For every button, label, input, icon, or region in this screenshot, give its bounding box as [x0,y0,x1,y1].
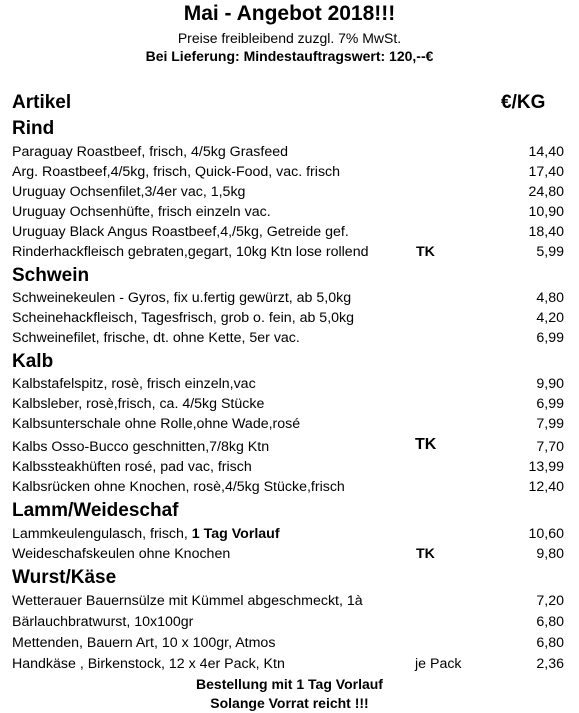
list-item [12,242,564,262]
item-name: Kalbsleber, rosè,frisch, ca. 4/5kg Stücke [12,396,265,412]
list-item [12,524,564,544]
item-name: Schweinekeulen - Gyros, fix u.fertig gewürzt, ab 5,0kg [12,290,352,306]
item-name: Handkäse , Birkenstock, 12 x 4er Pack, Ktn [12,656,285,672]
list-item [12,222,564,242]
item-price: 14,40 [528,144,564,160]
item-price: 17,40 [528,164,564,180]
section-title-rind: Rind [12,118,55,139]
item-name: Uruguay Ochsenhüfte, frisch einzeln vac. [12,204,271,220]
list-item [12,612,564,632]
section-title-lamm: Lamm/Weideschaf [12,500,179,521]
item-name: Mettenden, Bauern Art, 10 x 100gr, Atmos [12,635,276,651]
item-price: 4,20 [536,310,564,326]
list-item [12,394,564,414]
tk-mark: TK [415,436,437,453]
list-item [12,633,564,653]
column-header-article: Artikel [12,92,72,113]
item-name: Kalbsrücken ohne Knochen, rosè,4/5kg Stücke,frisch [12,479,345,495]
list-item [12,142,564,162]
list-item [12,457,564,477]
tk-mark: TK [416,546,435,562]
item-name: Bärlauchbratwurst, 10x100gr [12,614,194,630]
item-name: Kalbstafelspitz, rosè, frisch einzeln,vac [12,376,256,392]
item-name-text: Lammkeulengulasch, frisch, [12,526,192,542]
tk-mark: TK [416,244,435,260]
column-header-price: €/KG [501,92,546,113]
item-name: Wetterauer Bauernsülze mit Kümmel abgeschmeckt, 1à [12,593,363,609]
delivery-note: Bei Lieferung: Mindestauftragswert: 120,--€ [145,48,434,64]
section-title-kalb: Kalb [12,351,54,372]
item-name-emphasis: 1 Tag Vorlauf [191,526,280,542]
list-item [12,654,564,674]
item-price: 12,40 [528,479,564,495]
item-name: Kalbs Osso-Bucco geschnitten,7/8kg Ktn [12,439,270,455]
item-name: Rinderhackfleisch gebraten,gegart, 10kg Ktn lose rollend [12,244,369,260]
item-name: Weideschafskeulen ohne Knochen [12,546,231,562]
list-item [12,591,564,611]
item-name: Paraguay Roastbeef, frisch, 4/5kg Grasfeed [12,144,289,160]
item-price: 9,90 [536,376,564,392]
item-price: 10,90 [528,204,564,220]
item-name: Kalbsunterschale ohne Rolle,ohne Wade,rosé [12,416,301,432]
item-price: 10,60 [528,526,564,542]
section-title-wurst: Wurst/Käse [12,567,117,588]
list-item [12,477,564,497]
list-item [12,374,564,394]
item-name: Kalbssteakhüften rosé, pad vac, frisch [12,459,252,475]
item-price: 5,99 [536,244,564,260]
item-price: 4,80 [536,290,564,306]
item-name: Scheinehackfleisch, Tagesfrisch, grob o. fein, ab 5,0kg [12,310,355,326]
item-price: 7,99 [536,416,564,432]
page-title: Mai - Angebot 2018!!! [183,2,396,25]
item-price: 18,40 [528,224,564,240]
item-price: 7,70 [536,439,564,455]
list-item [12,308,564,328]
item-price: 24,80 [528,184,564,200]
footer-stock-note: Solange Vorrat reicht !!! [210,695,369,711]
list-item [12,414,564,434]
list-item [12,437,564,457]
item-name: Uruguay Ochsenfilet,3/4er vac, 1,5kg [12,184,246,200]
price-note: Preise freibleibend zuzgl. 7% MwSt. [177,30,402,46]
item-price: 6,80 [536,614,564,630]
list-item [12,328,564,348]
list-item [12,162,564,182]
item-price: 6,80 [536,635,564,651]
item-price: 6,99 [536,396,564,412]
item-price: 9,80 [536,546,564,562]
item-name: Schweinefilet, frische, dt. ohne Kette, 5er vac. [12,330,300,346]
item-price: 2,36 [536,656,564,672]
item-name: Uruguay Black Angus Roastbeef,4,/5kg, Getreide gef. [12,224,349,240]
footer-order-note: Bestellung mit 1 Tag Vorlauf [196,676,383,692]
item-price: 13,99 [528,459,564,475]
item-name [12,524,280,544]
item-price: 7,20 [536,593,564,609]
list-item [12,544,564,564]
list-item [12,182,564,202]
list-item [12,202,564,222]
item-name: Arg. Roastbeef,4/5kg, frisch, Quick-Food, vac. frisch [12,164,341,180]
item-unit: je Pack [415,656,462,672]
list-item [12,288,564,308]
item-price: 6,99 [536,330,564,346]
section-title-schwein: Schwein [12,265,90,286]
